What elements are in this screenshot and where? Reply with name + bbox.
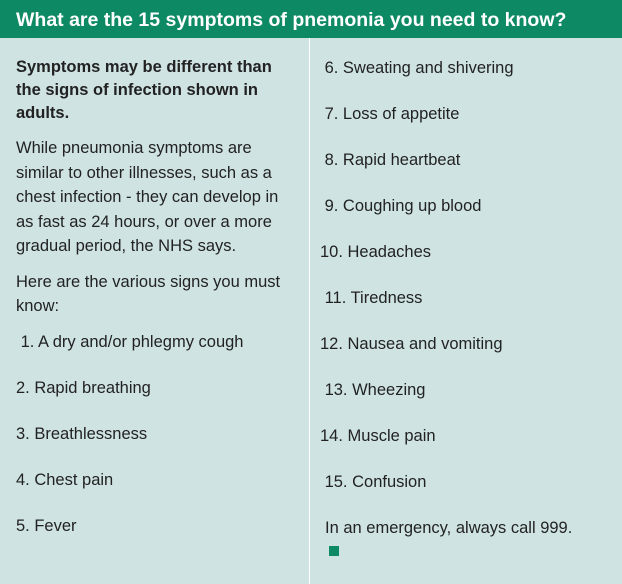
column-divider — [309, 38, 310, 584]
list-item: 14. Muscle pain — [320, 427, 436, 445]
left-column — [16, 56, 296, 560]
symptom-list-left — [16, 330, 296, 560]
right-column — [320, 56, 615, 540]
list-item: 9. Coughing up blood — [320, 197, 482, 215]
list-item: 15. Confusion — [320, 473, 427, 491]
lead-text: Here are the various signs you must know: — [16, 272, 281, 315]
list-item: 7. Loss of appetite — [320, 105, 460, 123]
list-item: 12. Nausea and vomiting — [320, 335, 503, 353]
list-item: 5. Fever — [16, 516, 77, 535]
list-item: 8. Rapid heartbeat — [320, 151, 461, 169]
symptom-list-right — [320, 56, 615, 516]
list-item: 13. Wheezing — [320, 381, 426, 399]
list-item: 2. Rapid breathing — [16, 378, 151, 397]
intro-text: While pneumonia symptoms are similar to other illnesses, such as a chest infection - they can develop in as fast as 24 hours, or over a more gradual period, the NHS says. — [16, 139, 279, 255]
list-item: 6. Sweating and shivering — [320, 59, 514, 77]
list-item: 4. Chest pain — [16, 470, 114, 489]
intro-bold-text: Symptoms may be different than the signs of infection shown in adults. — [16, 58, 272, 122]
card-title: What are the 15 symptoms of pnemonia you need to know? — [0, 0, 622, 38]
list-item: 11. Tiredness — [320, 289, 423, 307]
end-marker-icon — [329, 546, 339, 556]
list-item: 1. A dry and/or phlegmy cough — [16, 332, 244, 351]
emergency-note: In an emergency, always call 999. — [325, 519, 573, 537]
list-item: 10. Headaches — [320, 243, 431, 261]
list-item: 3. Breathlessness — [16, 424, 148, 443]
